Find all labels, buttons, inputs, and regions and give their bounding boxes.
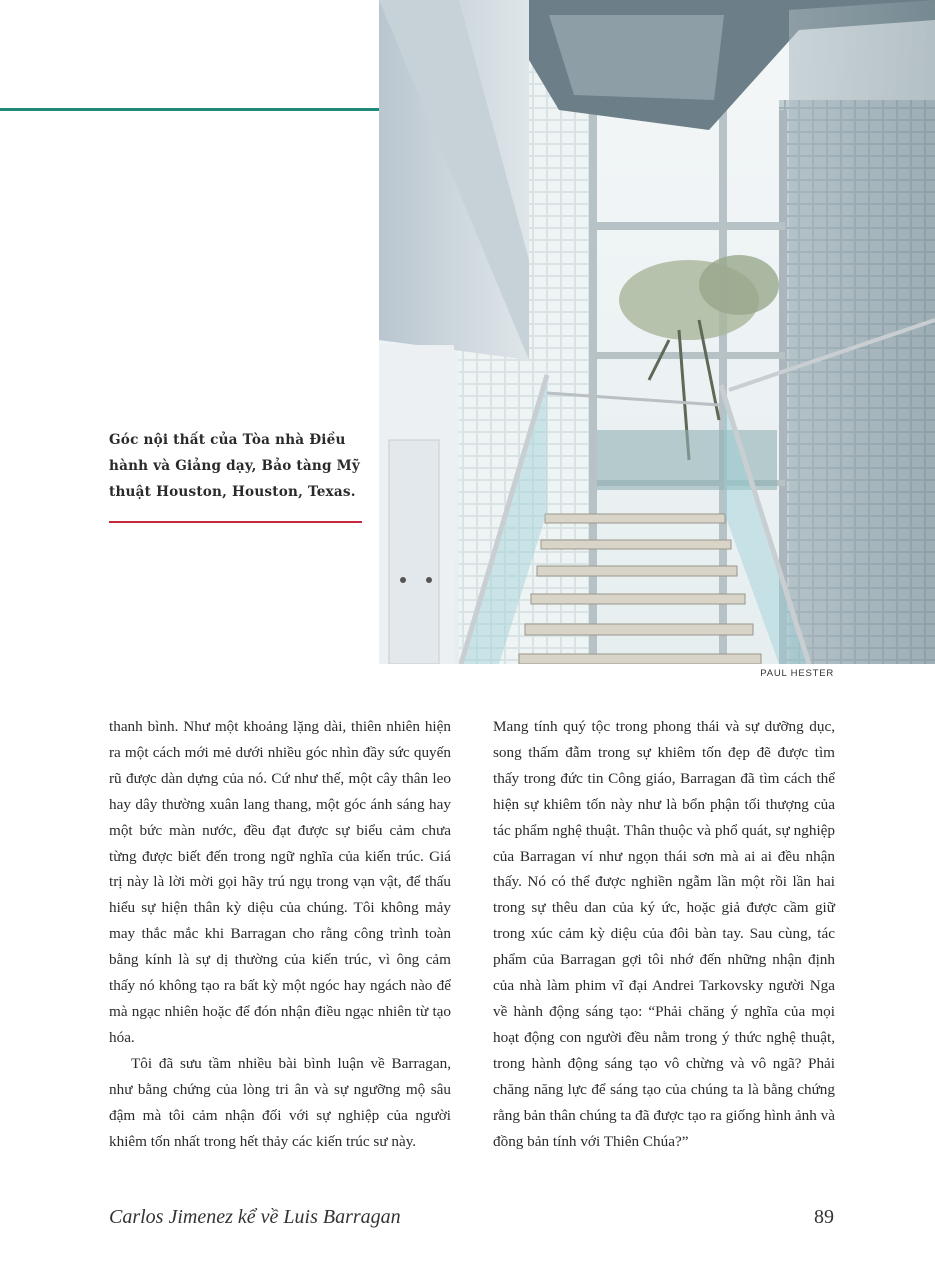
photo-credit: PAUL HESTER (760, 668, 834, 679)
teal-divider (0, 108, 379, 111)
caption-divider (109, 521, 362, 523)
running-footer-title: Carlos Jimenez kể về Luis Barragan (109, 1206, 401, 1228)
paragraph: Mang tính quý tộc trong phong thái và sự dưỡng dục, song thấm đẫm trong sự khiêm tốn đẹp đẽ được tìm thấy trong đức tin Công giáo, Barragan đã tìm cách thể hiện sự khiêm tốn này như là bổn phận tối thượng của tác phẩm nghệ thuật. Thân thuộc và phổ quát, sự nghiệp của Barragan ví như ngọn thái sơn mà ai ai đều nhận thấy. Nó có thể được nghiền ngẫm lần một rồi lần hai trong sự thêu dan của ký ức, hoặc giả được cầm giữ trong xúc cảm kỳ diệu của đôi bàn tay. Sau cùng, tác phẩm của Barragan gợi tôi nhớ đến những nhận định của nhà làm phim vĩ đại Andrei Tarkovsky người Nga về hành động sáng tạo: “Phải chăng ý nghĩa của mọi hoạt động con người đều nằm trong ý thức nghệ thuật, trong hành động sáng tạo vô chừng và vô ngã? Phải chăng năng lực để sáng tạo của chúng ta là bằng chứng rằng bản thân chúng ta đã được tạo ra giống hình ảnh và đồng bản tính với Thiên Chúa?” (493, 718, 835, 1150)
interior-staircase-photo (379, 0, 935, 664)
body-column-left (109, 714, 451, 1154)
paragraph: thanh bình. Như một khoảng lặng dài, thiên nhiên hiện ra một cách mới mẻ dưới nhiều góc nhìn đầy sức quyến rũ được dàn dựng của nó. Cứ như thế, một cây thân leo hay dây thường xuân lang thang, một góc ánh sáng hay một bức màn nước, đều đạt được sự biểu cảm chưa từng được biết đến trong ngữ nghĩa của kiến trúc. Giá trị này là lời mời gọi hãy trú ngụ trong vạn vật, để thấu hiểu sự hiện thân kỳ diệu của chúng. Tôi không mảy may thắc mắc khi Barragan cho rằng công trình toàn bằng kính là sự dị thường của kiến trúc, vì ông cảm thấy nó không tạo ra bất kỳ một ngóc hay ngách nào để mà ngạc nhiên hoặc để đón nhận điều ngạc nhiên từ tạo hóa. (109, 718, 451, 1046)
page-number: 89 (814, 1206, 834, 1228)
body-column-right (493, 714, 835, 1154)
paragraph: Tôi đã sưu tầm nhiều bài bình luận về Barragan, như bằng chứng của lòng tri ân và sự ngưỡng mộ sâu đậm mà tôi cảm nhận đối với sự nghiệp của người khiêm tốn nhất trong hết thảy các kiến trúc sư này. (109, 1054, 451, 1150)
photo-caption: Góc nội thất của Tòa nhà Điều hành và Giảng dạy, Bảo tàng Mỹ thuật Houston, Houston, Texas. (109, 432, 360, 500)
